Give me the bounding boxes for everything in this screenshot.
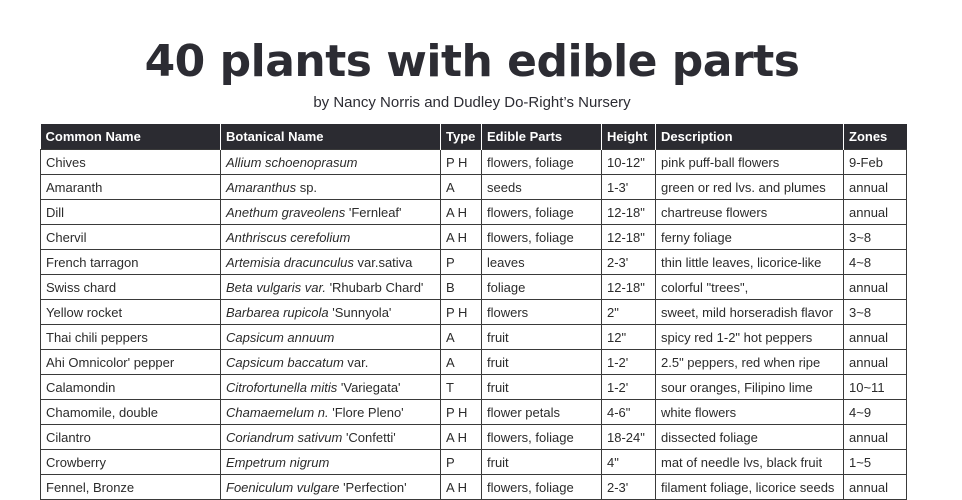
table-row [41,325,907,350]
cell-zones: 4~9 [844,400,907,425]
botanical-name-italic: Allium schoenoprasum [226,154,358,170]
cell-botanical-name [221,425,441,450]
cell-description: sweet, mild horseradish flavor [656,300,844,325]
cell-type: T [441,375,482,400]
botanical-name-cultivar: var.sativa [353,254,413,270]
column-header-edible-parts: Edible Parts [482,124,602,150]
botanical-name-italic: Beta vulgaris var. [226,279,326,295]
table-row [41,250,907,275]
cell-edible-parts: flowers, foliage [482,200,602,225]
cell-botanical-name [221,150,441,175]
cell-height: 12-18" [602,275,656,300]
cell-height: 12-18" [602,225,656,250]
column-header-type: Type [441,124,482,150]
cell-description: pink puff-ball flowers [656,150,844,175]
botanical-name-cultivar: 'Perfection' [339,479,407,495]
cell-type: P H [441,300,482,325]
cell-type: P [441,450,482,475]
cell-type: A H [441,425,482,450]
table-row [41,150,907,175]
table-row [41,450,907,475]
botanical-name-italic: Capsicum baccatum [226,354,344,370]
cell-description: chartreuse flowers [656,200,844,225]
table-body [41,150,907,500]
cell-height: 18-24" [602,425,656,450]
botanical-name-cultivar: 'Variegata' [337,379,401,395]
plants-table [40,124,907,500]
cell-height: 4-6" [602,400,656,425]
cell-description: green or red lvs. and plumes [656,175,844,200]
table-row [41,200,907,225]
table-row [41,300,907,325]
cell-edible-parts: flowers, foliage [482,475,602,500]
cell-zones: annual [844,325,907,350]
table-row [41,400,907,425]
cell-height: 10-12" [602,150,656,175]
cell-common-name: Calamondin [41,375,221,400]
cell-common-name: Cilantro [41,425,221,450]
cell-type: P H [441,400,482,425]
cell-common-name: Chives [41,150,221,175]
cell-type: A H [441,475,482,500]
cell-common-name: Chamomile, double [41,400,221,425]
botanical-name-italic: Empetrum nigrum [226,454,330,470]
botanical-name-cultivar: sp. [296,179,318,195]
cell-edible-parts: flowers, foliage [482,425,602,450]
cell-common-name: Dill [41,200,221,225]
cell-type: A [441,175,482,200]
cell-botanical-name [221,375,441,400]
column-header-common-name: Common Name [41,124,221,150]
cell-edible-parts: flower petals [482,400,602,425]
cell-description: spicy red 1-2" hot peppers [656,325,844,350]
cell-description: white flowers [656,400,844,425]
table-row [41,175,907,200]
cell-zones: 9-Feb [844,150,907,175]
cell-edible-parts: fruit [482,325,602,350]
cell-description: filament foliage, licorice seeds [656,475,844,500]
cell-zones: 3~8 [844,225,907,250]
botanical-name-cultivar: 'Confetti' [342,429,396,445]
cell-edible-parts: leaves [482,250,602,275]
cell-edible-parts: foliage [482,275,602,300]
botanical-name-italic: Foeniculum vulgare [226,479,340,495]
table-header-row [41,124,907,150]
cell-common-name: Yellow rocket [41,300,221,325]
cell-description: mat of needle lvs, black fruit [656,450,844,475]
cell-common-name: Swiss chard [41,275,221,300]
cell-description: sour oranges, Filipino lime [656,375,844,400]
cell-zones: annual [844,425,907,450]
botanical-name-cultivar: var. [343,354,369,370]
cell-botanical-name [221,475,441,500]
cell-botanical-name [221,175,441,200]
cell-description: 2.5" peppers, red when ripe [656,350,844,375]
cell-height: 1-3' [602,175,656,200]
cell-common-name: Amaranth [41,175,221,200]
cell-zones: 1~5 [844,450,907,475]
cell-type: A H [441,225,482,250]
cell-height: 1-2' [602,375,656,400]
cell-height: 2-3' [602,475,656,500]
cell-height: 1-2' [602,350,656,375]
botanical-name-italic: Amaranthus [226,179,297,195]
botanical-name-italic: Chamaemelum n. [226,404,329,420]
cell-zones: annual [844,475,907,500]
column-header-height: Height [602,124,656,150]
cell-edible-parts: flowers [482,300,602,325]
table-row [41,425,907,450]
cell-common-name: Crowberry [41,450,221,475]
cell-edible-parts: fruit [482,450,602,475]
cell-common-name: Thai chili peppers [41,325,221,350]
cell-botanical-name [221,200,441,225]
table-row [41,350,907,375]
cell-description: colorful "trees", [656,275,844,300]
cell-zones: 3~8 [844,300,907,325]
column-header-zones: Zones [844,124,907,150]
cell-type: A [441,350,482,375]
cell-height: 12" [602,325,656,350]
cell-height: 12-18" [602,200,656,225]
botanical-name-cultivar: 'Flore Pleno' [328,404,404,420]
cell-botanical-name [221,225,441,250]
cell-botanical-name [221,250,441,275]
cell-height: 4" [602,450,656,475]
cell-type: P H [441,150,482,175]
cell-edible-parts: fruit [482,350,602,375]
column-header-description: Description [656,124,844,150]
botanical-name-italic: Coriandrum sativum [226,429,343,445]
cell-common-name: Fennel, Bronze [41,475,221,500]
cell-height: 2-3' [602,250,656,275]
cell-botanical-name [221,350,441,375]
cell-type: B [441,275,482,300]
table-row [41,225,907,250]
cell-botanical-name [221,275,441,300]
botanical-name-cultivar: 'Rhubarb Chard' [325,279,424,295]
botanical-name-italic: Citrofortunella mitis [226,379,338,395]
botanical-name-cultivar: 'Sunnyola' [328,304,392,320]
cell-zones: annual [844,350,907,375]
botanical-name-italic: Barbarea rupicola [226,304,329,320]
cell-common-name: French tarragon [41,250,221,275]
botanical-name-italic: Capsicum annuum [226,329,335,345]
cell-botanical-name [221,400,441,425]
cell-edible-parts: flowers, foliage [482,225,602,250]
table-row [41,375,907,400]
page-subtitle: by Nancy Norris and Dudley Do-Right’s Nursery [313,94,631,111]
cell-botanical-name [221,450,441,475]
column-header-botanical-name: Botanical Name [221,124,441,150]
page-title: 40 plants with edible parts [144,36,800,87]
cell-zones: annual [844,275,907,300]
cell-edible-parts: flowers, foliage [482,150,602,175]
cell-height: 2" [602,300,656,325]
cell-type: A H [441,200,482,225]
botanical-name-italic: Anethum graveolens [226,204,346,220]
cell-edible-parts: fruit [482,375,602,400]
cell-edible-parts: seeds [482,175,602,200]
cell-description: thin little leaves, licorice-like [656,250,844,275]
cell-description: ferny foliage [656,225,844,250]
cell-description: dissected foliage [656,425,844,450]
cell-type: A [441,325,482,350]
cell-botanical-name [221,325,441,350]
cell-type: P [441,250,482,275]
cell-zones: annual [844,200,907,225]
cell-zones: 10~11 [844,375,907,400]
botanical-name-cultivar: 'Fernleaf' [345,204,402,220]
cell-common-name: Chervil [41,225,221,250]
cell-zones: 4~8 [844,250,907,275]
botanical-name-italic: Artemisia dracunculus [226,254,354,270]
cell-zones: annual [844,175,907,200]
table-row [41,475,907,500]
botanical-name-italic: Anthriscus cerefolium [226,229,351,245]
cell-common-name: Ahi Omnicolor' pepper [41,350,221,375]
cell-botanical-name [221,300,441,325]
table-row [41,275,907,300]
